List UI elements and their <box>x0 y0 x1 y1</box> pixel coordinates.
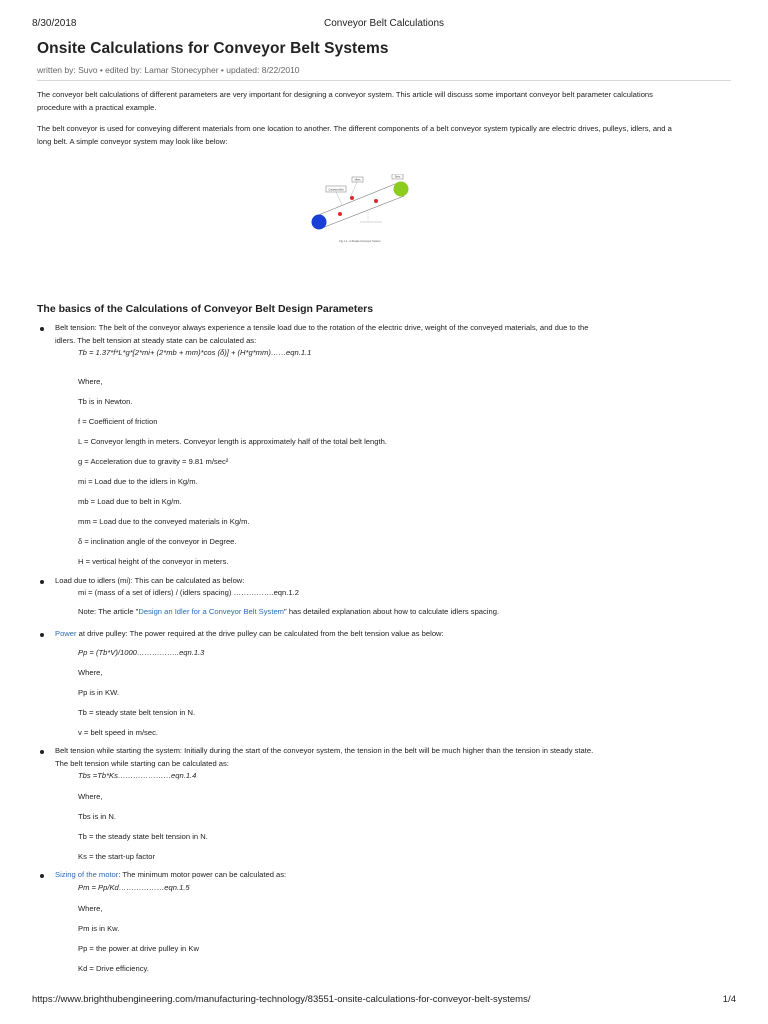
print-date: 8/30/2018 <box>32 18 77 29</box>
byline: written by: Suvo • edited by: Lamar Stonecypher • updated: 8/22/2010 <box>37 65 300 75</box>
label-drive: Drive <box>394 175 401 179</box>
power-link[interactable]: Power <box>55 629 77 638</box>
belt-tension-text-2: idlers. The belt tension at steady state can be calculated as: <box>55 336 257 345</box>
def-tb: Tb is in Newton. <box>78 397 133 406</box>
idler-load-text: Load due to idlers (mi): This can be calculated as below: <box>55 576 245 585</box>
bullet-starting-tension <box>40 750 44 754</box>
idler-roller-3 <box>374 199 378 203</box>
intro-paragraph-1: The conveyor belt calculations of different parameters are very important for designing a conveyor system. This article will discuss some important conveyor belt parameter calculations procedure with a practical example. <box>37 90 653 112</box>
def-f: f = Coefficient of friction <box>78 417 158 426</box>
def-tbs: Tbs is in N. <box>78 812 116 821</box>
equation-1-1: Tb = 1.37*f*L*g*[2*mi+ (2*mb + mm)*cos (δ)] + (H*g*mm)……eqn.1.1 <box>78 348 312 357</box>
equation-1-5: Pm = Pp/Kd………………eqn.1.5 <box>78 883 190 892</box>
def-mb: mb = Load due to belt in Kg/m. <box>78 497 182 506</box>
head-pulley <box>394 182 409 197</box>
page-number: 1/4 <box>722 994 736 1005</box>
equation-1-3: Pp = (Tb*V)/1000……………..eqn.1.3 <box>78 648 205 657</box>
figure-caption: Fig 1.1 - A Simple Conveyor System <box>339 240 381 243</box>
where-label-3: Where, <box>78 792 103 801</box>
conveyor-figure <box>300 174 420 246</box>
def-kd: Kd = Drive efficiency. <box>78 964 149 973</box>
idler-article-link[interactable]: Design an Idler for a Conveyor Belt System <box>138 607 285 616</box>
bullet-motor <box>40 874 44 878</box>
title-divider <box>37 80 731 81</box>
print-page-title: Conveyor Belt Calculations <box>323 18 445 29</box>
article-title: Onsite Calculations for Conveyor Belt Systems <box>37 40 389 57</box>
where-label-4: Where, <box>78 904 103 913</box>
equation-1-2: mi = (mass of a set of idlers) / (idlers spacing) …………….eqn.1.2 <box>78 588 299 597</box>
belt-tension-text-1: Belt tension: The belt of the conveyor always experience a tensile load due to the rotation of the electric drive, weight of the conveyed materials, and due to the <box>55 323 589 332</box>
conveyor-diagram <box>300 174 420 246</box>
note-prefix: Note: The article " <box>78 607 139 616</box>
def-g: g = Acceleration due to gravity = 9.81 m/sec² <box>78 457 229 466</box>
starting-tension-text-1: Belt tension while starting the system: Initially during the start of the conveyor system, the tension in the belt will be much higher than the tension in steady state. <box>55 746 594 755</box>
equation-1-4: Tbs =Tb*Ks…………………eqn.1.4 <box>78 771 197 780</box>
print-header <box>32 18 736 32</box>
def-mi: mi = Load due to the idlers in Kg/m. <box>78 477 198 486</box>
where-label-1: Where, <box>78 377 103 386</box>
def-pm: Pm is in Kw. <box>78 924 120 933</box>
def-ks: Ks = the start-up factor <box>78 852 156 861</box>
tail-pulley <box>312 215 327 230</box>
page-url[interactable]: https://www.brighthubengineering.com/manufacturing-technology/83551-onsite-calculations-for-conveyor-belt-systems/ <box>32 994 531 1005</box>
def-delta: δ = inclination angle of the conveyor in Degree. <box>78 537 237 546</box>
label-conveyor-belt: Conveyor Belt <box>328 188 344 192</box>
idler-roller-2 <box>350 196 354 200</box>
idler-roller-1 <box>338 212 342 216</box>
bullet-belt-tension <box>40 327 44 331</box>
motor-description: : The minimum motor power can be calculated as: <box>118 870 287 879</box>
motor-sizing-link[interactable]: Sizing of the motor <box>55 870 119 879</box>
where-label-2: Where, <box>78 668 103 677</box>
motor-text <box>55 869 286 881</box>
def-pp: Pp is in KW. <box>78 688 119 697</box>
power-description: at drive pulley: The power required at the drive pulley can be calculated from the belt tension value as below: <box>76 629 444 638</box>
def-mm: mm = Load due to the conveyed materials in Kg/m. <box>78 517 250 526</box>
pointer-line-belt <box>336 192 342 205</box>
def-tb-steady-2: Tb = the steady state belt tension in N. <box>78 832 208 841</box>
def-pp-drive: Pp = the power at drive pulley in Kw <box>78 944 199 953</box>
starting-tension-text-2: The belt tension while starting can be calculated as: <box>55 759 229 768</box>
def-h: H = vertical height of the conveyor in meters. <box>78 557 229 566</box>
def-l: L = Conveyor length in meters. Conveyor length is approximately half of the total belt length. <box>78 437 387 446</box>
bullet-power <box>40 633 44 637</box>
idler-note <box>78 606 499 618</box>
bullet-idler-load <box>40 580 44 584</box>
def-tb-steady: Tb = steady state belt tension in N. <box>78 708 196 717</box>
def-v: v = belt speed in m/sec. <box>78 728 158 737</box>
print-footer <box>32 994 736 1008</box>
pointer-line-idlers <box>350 182 357 198</box>
belt-bottom-line <box>322 196 404 228</box>
intro-paragraph-2: The belt conveyor is used for conveying different materials from one location to another. The different components of a belt conveyor system typically are electric drives, pulleys, idlers, and a long belt. A simple conveyor system may look like below: <box>37 124 672 146</box>
label-idlers: Idlers <box>354 178 361 182</box>
note-suffix: " has detailed explanation about how to calculate idlers spacing. <box>284 607 500 616</box>
power-text <box>55 628 444 640</box>
section-heading: The basics of the Calculations of Conveyor Belt Design Parameters <box>37 303 374 315</box>
